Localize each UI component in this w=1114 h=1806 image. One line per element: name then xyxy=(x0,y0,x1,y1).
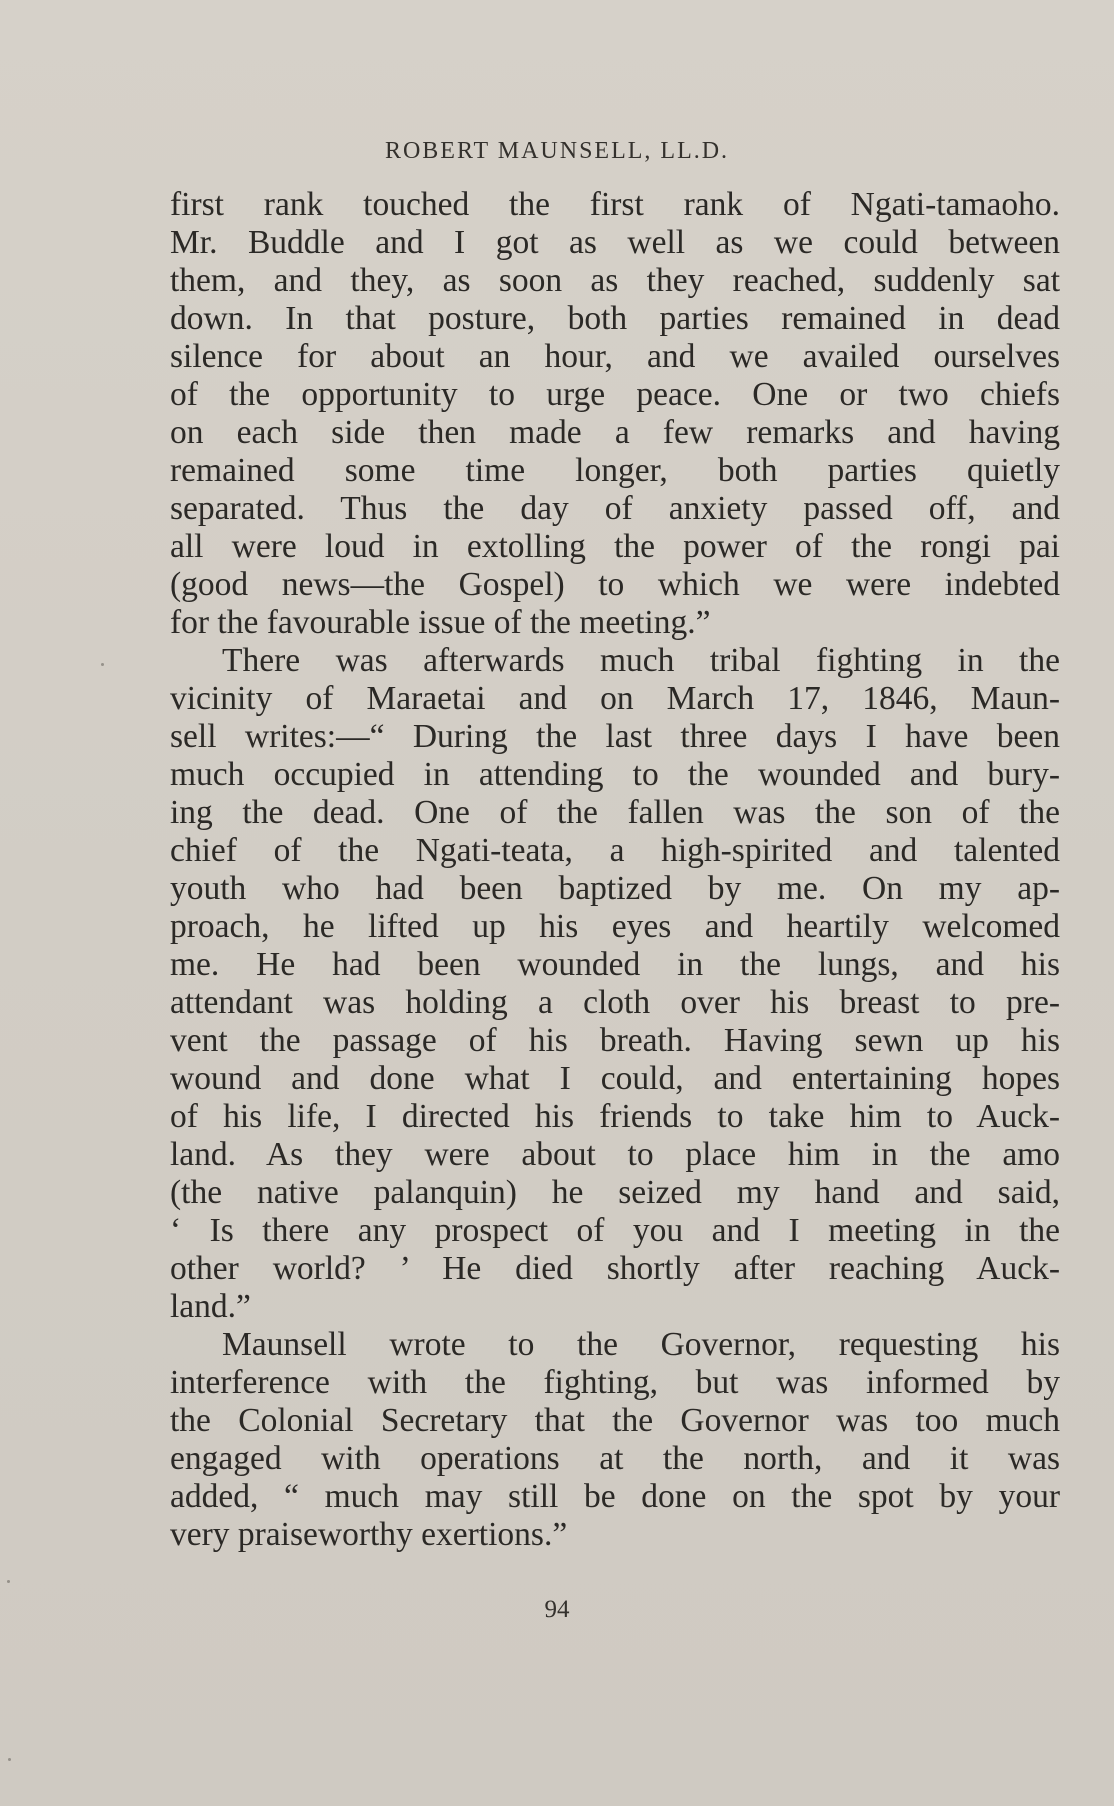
text-line: much occupied in attending to the wounded and bury- xyxy=(170,756,1060,793)
text-line: of the opportunity to urge peace. One or two chiefs xyxy=(170,376,1060,413)
paragraph xyxy=(170,186,1060,642)
text-line: Maunsell wrote to the Governor, requesting his xyxy=(222,1326,1060,1363)
text-line: youth who had been baptized by me. On my ap- xyxy=(170,870,1060,907)
text-line: very praiseworthy exertions.” xyxy=(170,1516,568,1553)
text-line: first rank touched the first rank of Ngati-tamaoho. xyxy=(170,186,1060,223)
text-line: attendant was holding a cloth over his breast to pre- xyxy=(170,984,1060,1021)
text-line: other world? ’ He died shortly after reaching Auck- xyxy=(170,1250,1060,1287)
paragraph xyxy=(170,1326,1060,1554)
text-line: on each side then made a few remarks and having xyxy=(170,414,1060,451)
text-line: ‘ Is there any prospect of you and I meeting in the xyxy=(170,1212,1060,1249)
paper-speck xyxy=(8,1758,11,1761)
text-line: me. He had been wounded in the lungs, and his xyxy=(170,946,1060,983)
text-line: ing the dead. One of the fallen was the son of the xyxy=(170,794,1060,831)
text-line: added, “ much may still be done on the spot by your xyxy=(170,1478,1060,1515)
text-line: for the favourable issue of the meeting.” xyxy=(170,604,711,641)
text-line: There was afterwards much tribal fighting in the xyxy=(222,642,1060,679)
text-line: engaged with operations at the north, and it was xyxy=(170,1440,1060,1477)
text-line: separated. Thus the day of anxiety passed off, and xyxy=(170,490,1060,527)
paper-speck xyxy=(101,663,104,666)
text-line: wound and done what I could, and entertaining hopes xyxy=(170,1060,1060,1097)
text-line: silence for about an hour, and we availed ourselves xyxy=(170,338,1060,375)
paper-speck xyxy=(7,1580,10,1583)
text-line: vent the passage of his breath. Having sewn up his xyxy=(170,1022,1060,1059)
text-line: (the native palanquin) he seized my hand and said, xyxy=(170,1174,1060,1211)
text-line: sell writes:—“ During the last three days I have been xyxy=(170,718,1060,755)
text-line: down. In that posture, both parties remained in dead xyxy=(170,300,1060,337)
text-line: vicinity of Maraetai and on March 17, 1846, Maun- xyxy=(170,680,1060,717)
text-line: of his life, I directed his friends to take him to Auck- xyxy=(170,1098,1060,1135)
text-line: them, and they, as soon as they reached, suddenly sat xyxy=(170,262,1060,299)
text-line: chief of the Ngati-teata, a high-spirited and talented xyxy=(170,832,1060,869)
text-line: Mr. Buddle and I got as well as we could between xyxy=(170,224,1060,261)
paragraph xyxy=(170,642,1060,1326)
body-text xyxy=(170,186,1060,1554)
running-head: ROBERT MAUNSELL, LL.D. xyxy=(384,138,730,164)
text-line: land.” xyxy=(170,1288,251,1325)
text-line: interference with the fighting, but was informed by xyxy=(170,1364,1060,1401)
text-line: (good news—the Gospel) to which we were indebted xyxy=(170,566,1060,603)
text-line: remained some time longer, both parties quietly xyxy=(170,452,1060,489)
text-line: the Colonial Secretary that the Governor was too much xyxy=(170,1402,1060,1439)
text-line: land. As they were about to place him in the amo xyxy=(170,1136,1060,1173)
page-number: 94 xyxy=(544,1596,570,1623)
text-line: proach, he lifted up his eyes and heartily welcomed xyxy=(170,908,1060,945)
text-line: all were loud in extolling the power of the rongi pai xyxy=(170,528,1060,565)
